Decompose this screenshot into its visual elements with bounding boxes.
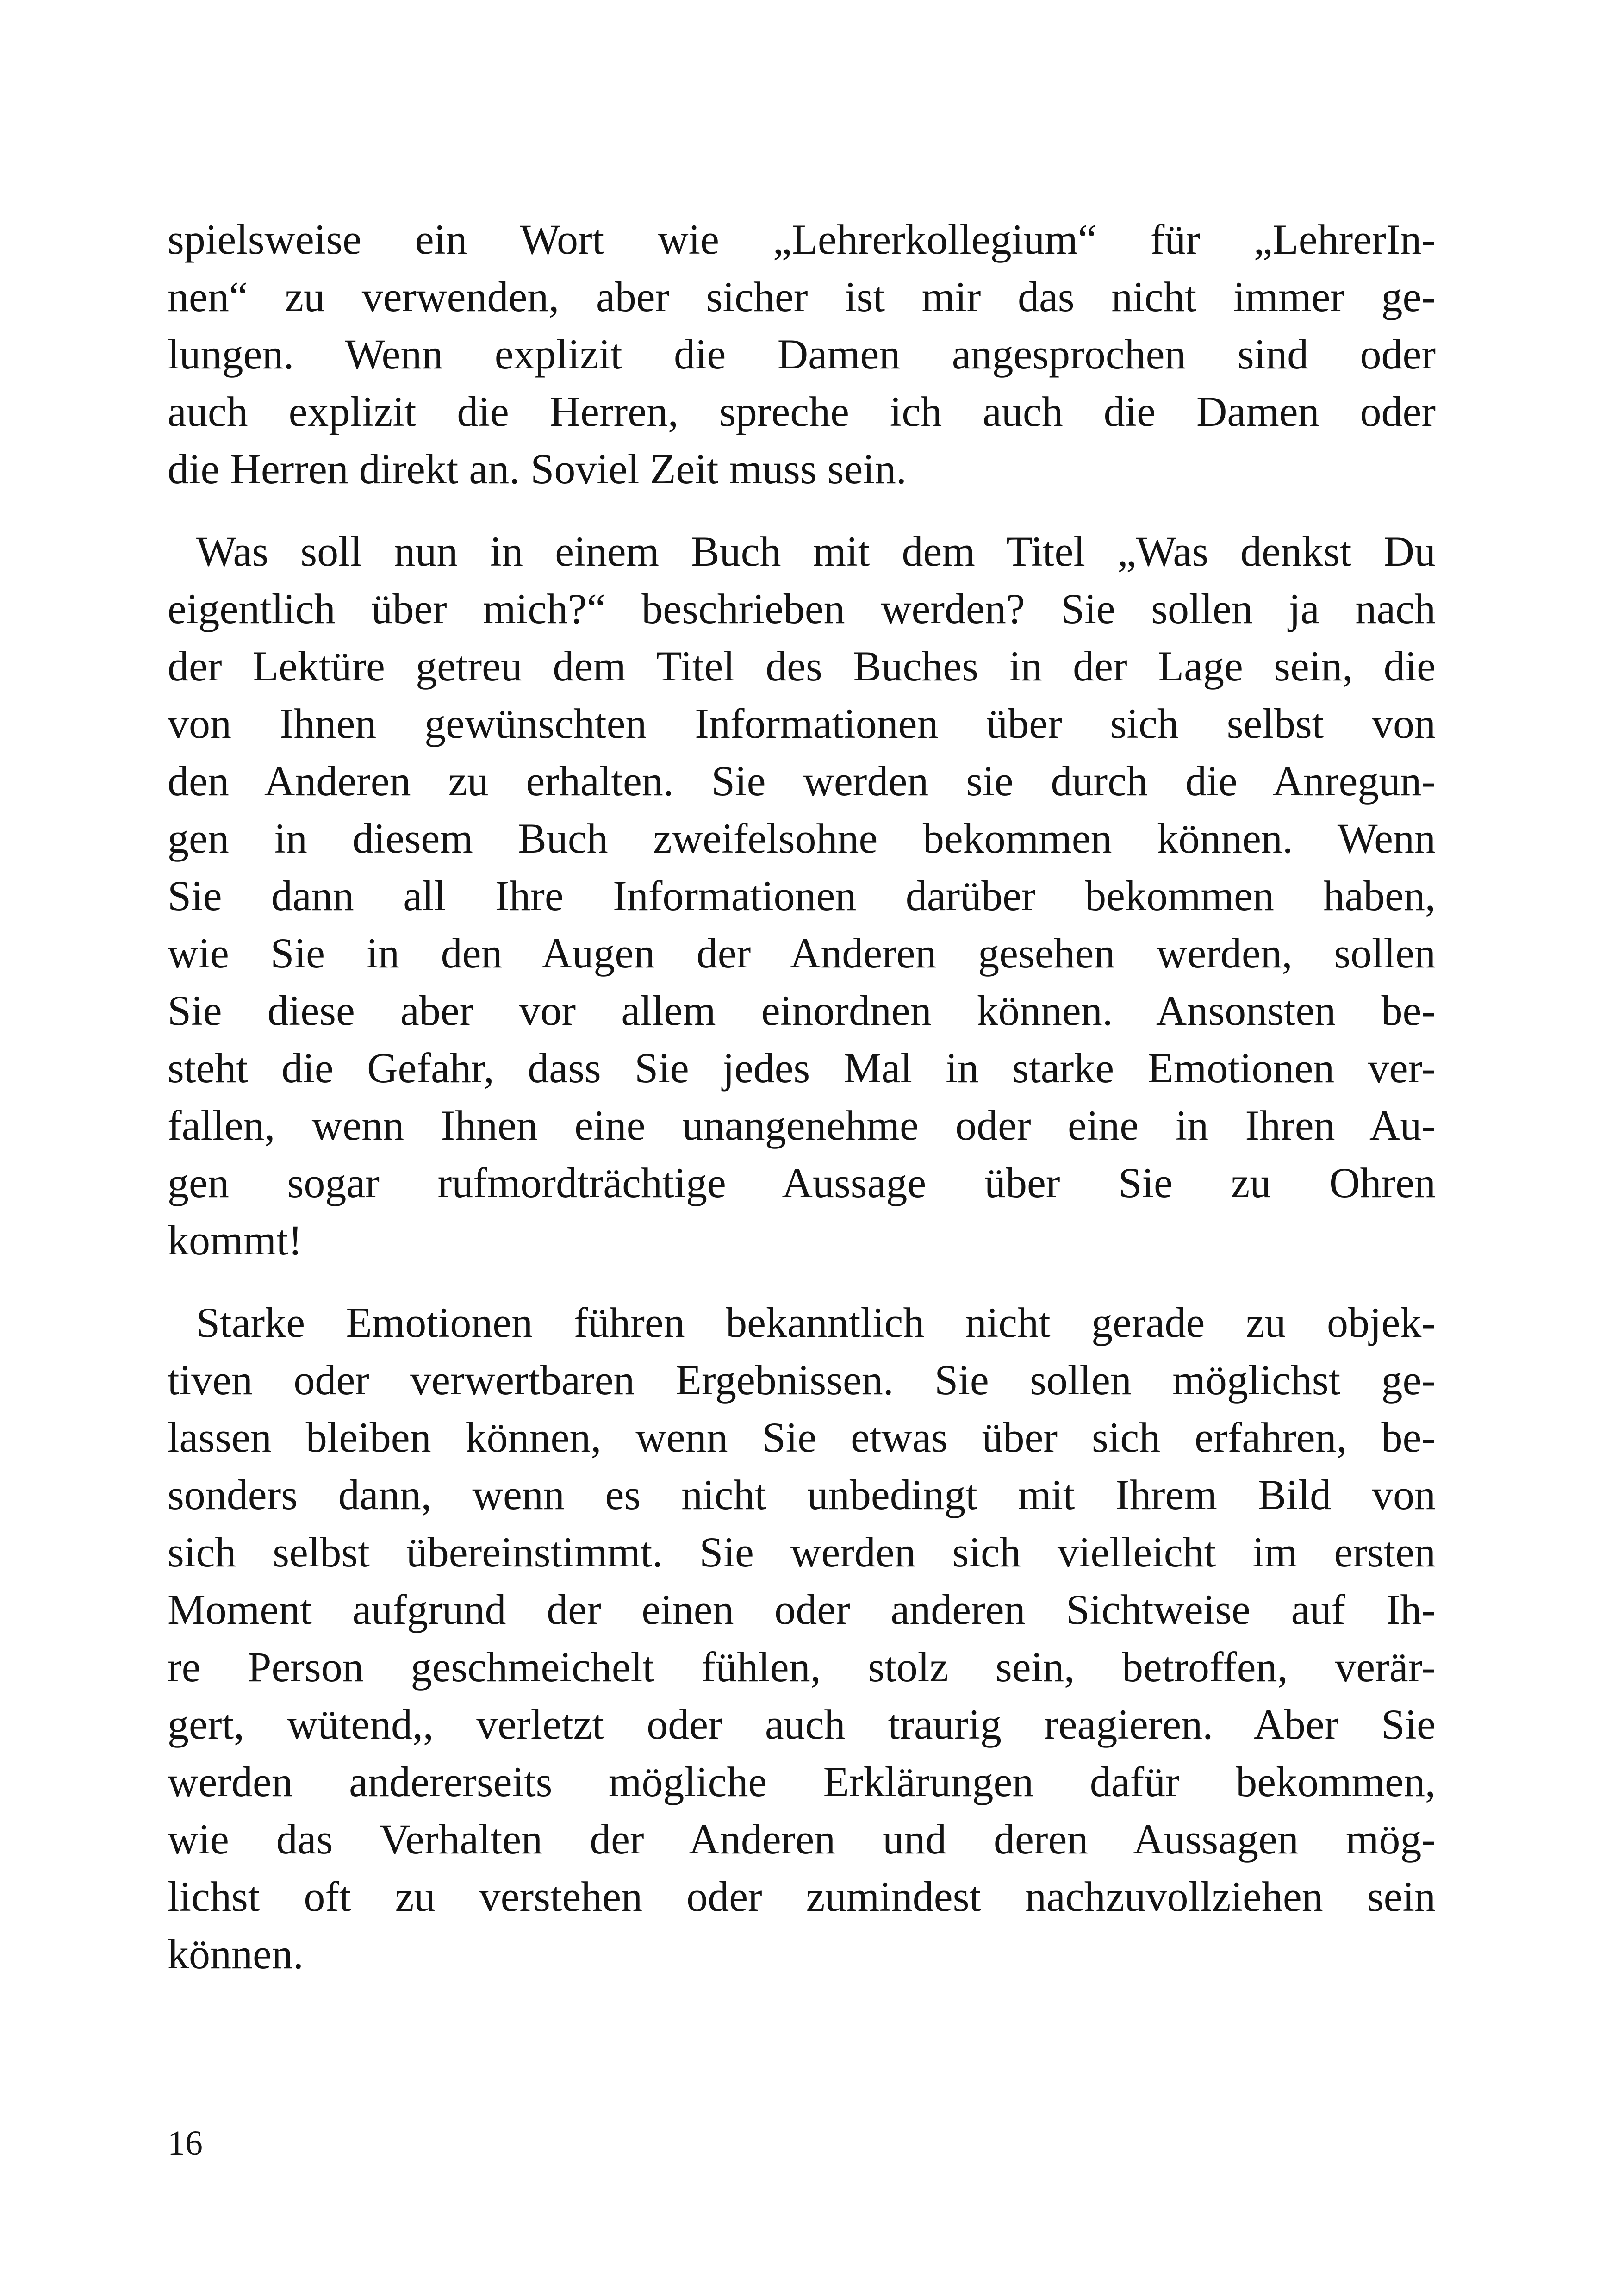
text-line: spielsweise ein Wort wie „Lehrerkollegium“ für „LehrerIn- [168,216,1436,263]
text-line: steht die Gefahr, dass Sie jedes Mal in starke Emotionen ver- [168,1044,1436,1092]
text-line: gert, wütend,, verletzt oder auch traurig reagieren. Aber Sie [168,1701,1436,1748]
text-line: lichst oft zu verstehen oder zumindest nachzuvollziehen sein [168,1873,1436,1920]
text-line: sonders dann, wenn es nicht unbedingt mit Ihrem Bild von [168,1471,1436,1518]
text-line: von Ihnen gewünschten Informationen über sich selbst von [168,700,1436,747]
text-line: werden andererseits mögliche Erklärungen dafür bekommen, [168,1758,1436,1805]
text-line: wie das Verhalten der Anderen und deren Aussagen mög- [168,1816,1436,1863]
text-line: die Herren direkt an. Soviel Zeit muss sein. [168,445,907,493]
text-line: Starke Emotionen führen bekanntlich nicht gerade zu objek- [196,1299,1436,1346]
text-line: der Lektüre getreu dem Titel des Buches in der Lage sein, die [168,643,1436,690]
text-line: können. [168,1930,304,1978]
text-line: wie Sie in den Augen der Anderen gesehen werden, sollen [168,930,1436,977]
paragraph-3 [168,1294,1436,1983]
text-line: nen“ zu verwenden, aber sicher ist mir das nicht immer ge- [168,273,1436,320]
text-line: fallen, wenn Ihnen eine unangenehme oder eine in Ihren Au- [168,1102,1436,1149]
paragraph-1 [168,211,1436,498]
text-line: Was soll nun in einem Buch mit dem Titel „Was denkst Du [196,528,1436,575]
text-line: auch explizit die Herren, spreche ich auch die Damen oder [168,388,1436,435]
text-line: Moment aufgrund der einen oder anderen Sichtweise auf Ih- [168,1586,1436,1633]
text-line: tiven oder verwertbaren Ergebnissen. Sie sollen möglichst ge- [168,1356,1436,1404]
paragraph-2 [168,523,1436,1269]
text-line: lungen. Wenn explizit die Damen angesprochen sind oder [168,331,1436,378]
text-line: gen in diesem Buch zweifelsohne bekommen können. Wenn [168,815,1436,862]
text-line: sich selbst übereinstimmt. Sie werden sich vielleicht im ersten [168,1529,1436,1576]
text-line: kommt! [168,1217,303,1264]
text-line: gen sogar rufmordträchtige Aussage über Sie zu Ohren [168,1159,1436,1206]
text-line: re Person geschmeichelt fühlen, stolz sein, betroffen, verär- [168,1643,1436,1691]
text-line: Sie dann all Ihre Informationen darüber bekommen haben, [168,872,1436,919]
text-line: eigentlich über mich?“ beschrieben werden? Sie sollen ja nach [168,585,1436,632]
text-line: lassen bleiben können, wenn Sie etwas über sich erfahren, be- [168,1414,1436,1461]
page-number: 16 [168,2124,203,2163]
body-text [168,211,1436,1983]
text-line: Sie diese aber vor allem einordnen können. Ansonsten be- [168,987,1436,1034]
text-line: den Anderen zu erhalten. Sie werden sie durch die Anregun- [168,757,1436,805]
